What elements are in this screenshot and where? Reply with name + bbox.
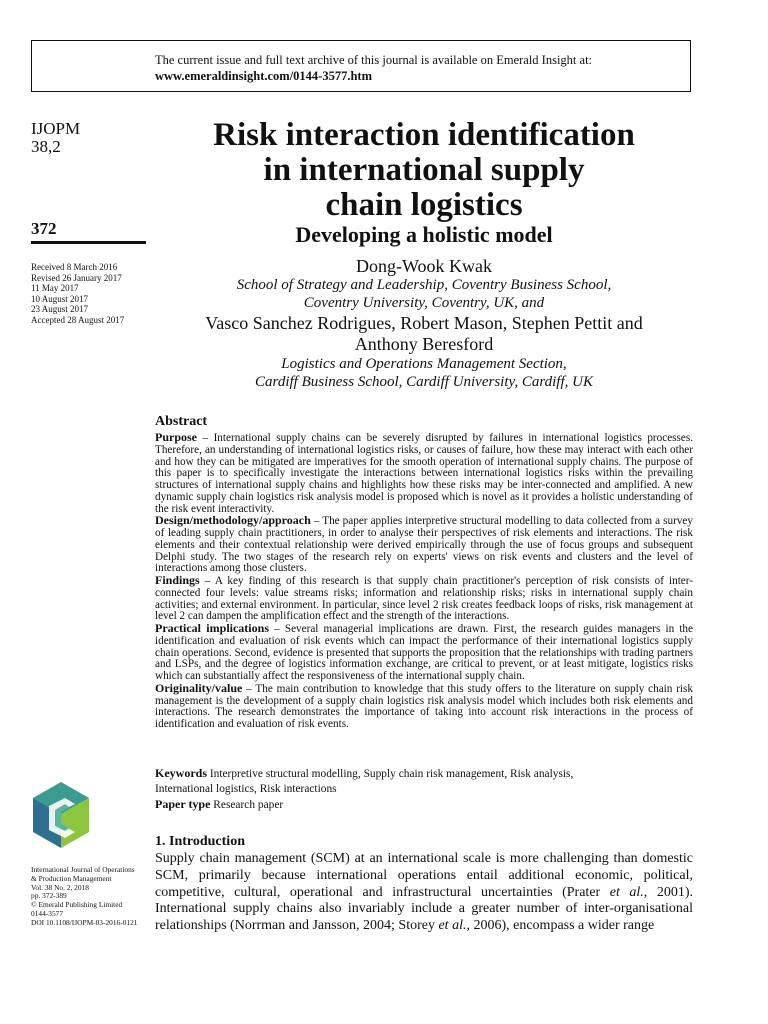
paper-type-value: Research paper xyxy=(210,799,284,811)
title-line: in international supply xyxy=(263,152,585,188)
history-line: Received 8 March 2016 xyxy=(31,262,118,272)
purpose-text: – International supply chains can be severely disrupted by failures in international logistics processes. Therefore, an understanding of international logistics risks, or causes of failure, how these may interact with each other and how they can be mitigated are imperatives for the smooth operation of international supply chains. The purpose of this paper is to specifically investigate the interactions between international logistics risks within the prevailing structures of international supply chains and highlights how these risks may be inter-connected and amplified. A new dynamic supply chain logistics risk analysis model is proposed which is novel as it provides a holistic understanding of the risk event interactivity. xyxy=(155,432,693,515)
intro-text-italic: et al. xyxy=(438,918,467,933)
page-number: 372 xyxy=(31,219,57,238)
history-line: Accepted 28 August 2017 xyxy=(31,314,125,325)
submission-history xyxy=(31,262,124,326)
originality-label: Originality/value xyxy=(155,680,243,695)
practical-text: – Several managerial implications are drawn. First, the research guides managers in the identification and evaluation of risk events which can impact the performance of their international logistics supply chain operations. Second, evidence is presented that supports the proposition that the relationships with trading partners and LSPs, and the degree of logistics information exchange, are critical to prevent, or at least mitigate, logistics risks which can substantially affect the responsiveness of the international supply chain. xyxy=(155,623,693,682)
page-number-rule xyxy=(31,241,146,244)
affiliation-line: Coventry University, Coventry, UK, and xyxy=(303,295,545,311)
title-line: chain logistics xyxy=(325,187,523,223)
purpose-label: Purpose xyxy=(155,430,197,444)
history-line: Revised 26 January 2017 xyxy=(31,272,122,283)
section-heading: 1. Introduction xyxy=(155,834,245,849)
intro-text: , 2001). International supply chains also invariably include a greater number of inter-organisational relationships (Norrman and Jansson, 2004; Storey xyxy=(155,884,693,933)
keywords xyxy=(155,766,695,797)
journal-info-line: DOI 10.1108/IJOPM-03-2016-0121 xyxy=(31,917,138,927)
abstract-purpose xyxy=(155,432,693,515)
paper-type-label: Paper type xyxy=(155,797,211,811)
journal-info-line: pp. 372-389 xyxy=(31,891,67,901)
author-affiliation xyxy=(184,276,664,312)
keywords-label: Keywords xyxy=(155,766,207,780)
history-line: 11 May 2017 xyxy=(31,283,79,294)
intro-text: Supply chain management (SCM) at an international scale is more challenging than domestic SCM, primarily because international operations entail additional economic, political, competitive, cultural, operational and infrastructural uncertainties (Prater xyxy=(155,851,693,900)
title-line: Risk interaction identification xyxy=(213,117,635,153)
history-line: 23 August 2017 xyxy=(31,304,89,315)
journal-info xyxy=(31,866,137,928)
intro-text-italic: et al. xyxy=(609,884,644,900)
originality-text: – The main contribution to knowledge that this study offers to the literature on supply chain risk management is the development of a supply chain logistics risk analysis model which includes both risk elements and interactions. The research demonstrates the importance of taking into account risk interactions in the process of identification and evaluation of risk events. xyxy=(155,682,693,730)
intro-paragraph xyxy=(155,851,693,933)
journal-info-line: Vol. 38 No. 2, 2018 xyxy=(31,882,89,892)
journal-info-line: 0144-3577 xyxy=(31,908,64,918)
paper-subtitle: Developing a holistic model xyxy=(295,222,553,247)
notice-text: The current issue and full text archive of this journal is available on Emerald Insight at: xyxy=(155,53,593,67)
affiliation-line: School of Strategy and Leadership, Coventry Business School, xyxy=(236,277,612,293)
journal-info-line: © Emerald Publishing Limited xyxy=(31,900,123,910)
journal-info-line: & Production Management xyxy=(31,873,112,883)
affiliation-line: Logistics and Operations Management Section, xyxy=(281,356,567,372)
journal-info-line: International Journal of Operations xyxy=(31,865,135,874)
abstract-findings xyxy=(155,575,693,623)
abstract-design xyxy=(155,515,693,575)
author-affiliation xyxy=(184,355,664,391)
emerald-logo-icon xyxy=(31,780,91,850)
abstract-practical xyxy=(155,623,693,683)
affiliation-line: Cardiff Business School, Cardiff University, Cardiff, UK xyxy=(255,374,593,390)
findings-label: Findings xyxy=(155,573,200,587)
practical-label: Practical implications xyxy=(155,621,269,635)
abstract-heading: Abstract xyxy=(155,414,208,429)
author-name: Dong-Wook Kwak xyxy=(355,256,493,276)
keywords-text: Interpretive structural modelling, Supply chain risk management, Risk analysis, xyxy=(207,768,574,780)
abstract-body xyxy=(155,432,693,731)
author-names: Anthony Beresford xyxy=(354,334,494,354)
author-names: Vasco Sanchez Rodrigues, Robert Mason, Stephen Pettit and xyxy=(205,313,643,333)
findings-text: – A key finding of this research is that supply chain practitioner's perception of risk consists of inter-connected four levels: value streams risks; information and relationship risks; risks in international supply chain activities; and external environment. In particular, since level 2 risk creates feedback loops of risks, risk management at level 2 can dampen the amplification effect and the strength of the interactions. xyxy=(155,575,693,623)
keywords-text: International logistics, Risk interactions xyxy=(155,783,337,795)
notice-url[interactable]: www.emeraldinsight.com/0144-3577.htm xyxy=(155,69,372,83)
design-label: Design/methodology/approach xyxy=(155,513,311,528)
history-line: 10 August 2017 xyxy=(31,293,89,304)
journal-abbrev: IJOPM xyxy=(31,119,81,138)
intro-text: , 2006), encompass a wider range xyxy=(466,918,655,933)
paper-title xyxy=(184,118,664,223)
journal-volume: 38,2 xyxy=(31,137,61,156)
abstract-originality xyxy=(155,680,693,731)
paper-type xyxy=(155,797,283,812)
design-text: – The paper applies interpretive structural modelling to data collected from a survey of leading supply chain practitioners, in order to analyse their perspectives of risk elements and interactions. The risk elements and their contextual relationship were derived empirically through the use of focus groups and subsequent Delphi study. The two stages of the research rely on experts' views on risk events and clusters and the level of interactions among those clusters. xyxy=(155,515,693,575)
